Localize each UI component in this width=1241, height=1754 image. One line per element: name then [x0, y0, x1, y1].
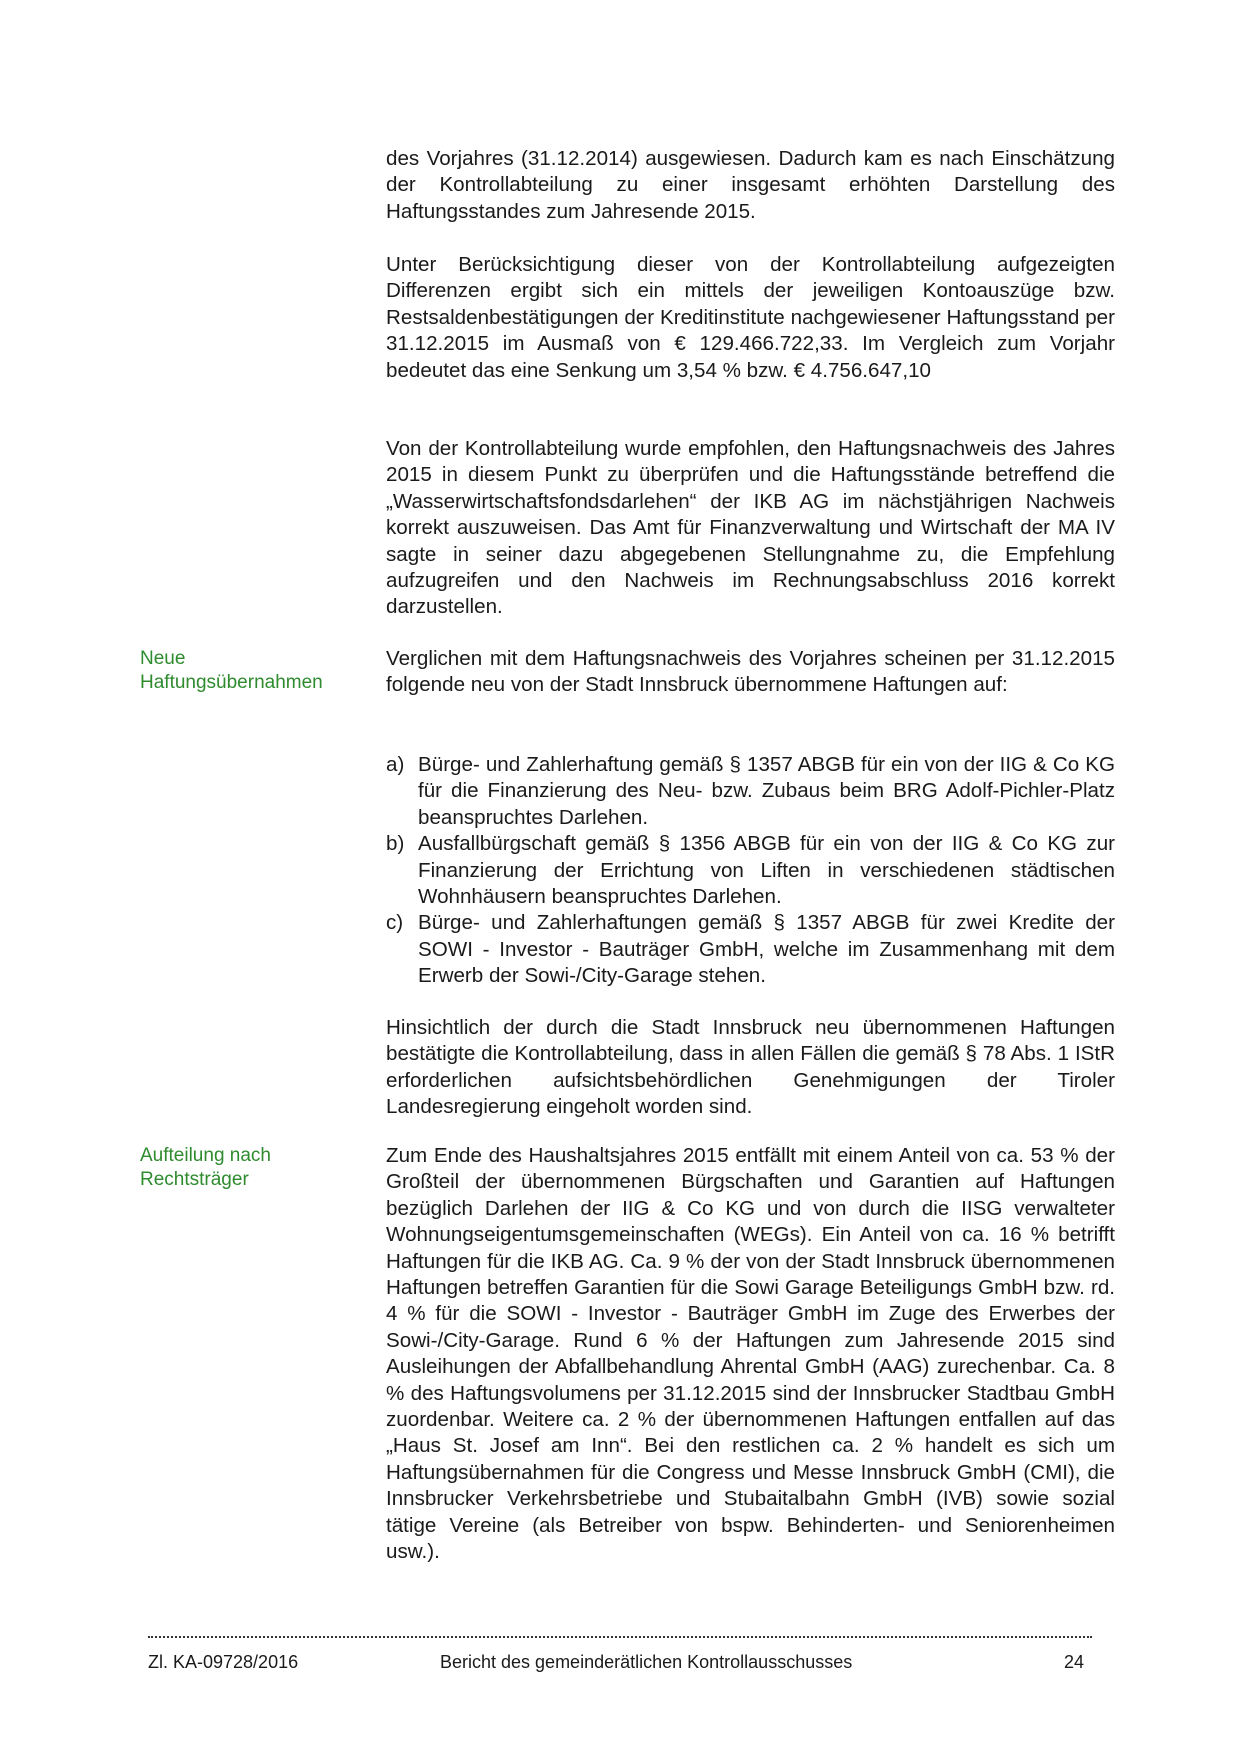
side-label-line: Rechtsträger [140, 1169, 249, 1190]
paragraph-approvals [386, 1015, 1115, 1121]
list-marker: c) [386, 911, 404, 935]
side-label-line: Neue [140, 648, 186, 669]
footer-title: Bericht des gemeinderätlichen Kontrollausschusses [440, 1652, 853, 1672]
paragraph-differences [386, 252, 1115, 384]
footer-divider [148, 1636, 1092, 1638]
liabilities-list [386, 752, 1115, 990]
list-item-text: Ausfallbürgschaft gemäß § 1356 ABGB für ein von der IIG & Co KG zur Finanzierung der Errichtung von Liften in verschiedenen städtischen Wohnhäusern beanspruchtes Darlehen. [418, 832, 1115, 909]
list-item [386, 910, 1115, 989]
paragraph-text: Zum Ende des Haushaltsjahres 2015 entfällt mit einem Anteil von ca. 53 % der Großteil der übernommenen Bürgschaften und Garantien auf Haftungen bezüglich Darlehen der IIG & Co KG und von durch die IISG verwalteter Wohnungseigentumsgemeinschaften (WEGs). Ein Anteil von ca. 16 % betrifft Haftungen für die IKB AG. Ca. 9 % der von der Stadt Innsbruck übernommenen Haftungen betreffen Garantien für die Sowi Garage Beteiligungs GmbH bzw. rd. 4 % für die SOWI - Investor - Bauträger GmbH im Zuge des Erwerbes der Sowi-/City-Garage. Rund 6 % der Haftungen zum Jahresende 2015 sind Ausleihungen der Abfallbehandlung Ahrental GmbH (AAG) zurechenbar. Ca. 8 % des Haftungsvolumens per 31.12.2015 sind der Innsbrucker Stadtbau GmbH zuordenbar. Weitere ca. 2 % der übernommenen Haftungen entfallen auf das „Haus St. Josef am Inn“. Bei den restlichen ca. 2 % handelt es sich um Haftungsübernahmen für die Congress und Messe Innsbruck GmbH (CMI), die Innsbrucker Verkehrsbetriebe und Stubaitalbahn GmbH (IVB) sowie sozial tätige Vereine (als Betreiber von bspw. Behinderten- und Seniorenheimen usw.). [386, 1144, 1115, 1564]
footer-page-number: 24 [1064, 1652, 1085, 1672]
liabilities-list-items [386, 752, 1115, 990]
side-label-distribution [140, 1144, 380, 1192]
footer-reference: Zl. KA-09728/2016 [148, 1652, 299, 1672]
list-item [386, 831, 1115, 910]
paragraph-new-liabilities [386, 646, 1115, 699]
paragraph-text: Verglichen mit dem Haftungsnachweis des Vorjahres scheinen per 31.12.2015 folgende neu von der Stadt Innsbruck übernommene Haftungen auf: [386, 647, 1115, 697]
side-label-line: Aufteilung nach [140, 1145, 271, 1166]
list-item-text: Bürge- und Zahlerhaftung gemäß § 1357 ABGB für ein von der IIG & Co KG für die Finanzierung des Neu- bzw. Zubaus beim BRG Adolf-Pichler-Platz beanspruchtes Darlehen. [418, 753, 1115, 829]
paragraph-recommendation [386, 436, 1115, 621]
paragraph-distribution [386, 1143, 1115, 1566]
list-item-text: Bürge- und Zahlerhaftungen gemäß § 1357 ABGB für zwei Kredite der SOWI - Investor - Bauträger GmbH, welche im Zusammenhang mit dem Erwerb der Sowi-/City-Garage stehen. [418, 911, 1115, 988]
side-label-new-liabilities [140, 647, 380, 695]
paragraph-previous-year [386, 146, 1115, 225]
list-item [386, 752, 1115, 831]
paragraph-text: Unter Berücksichtigung dieser von der Kontrollabteilung aufgezeigten Differenzen ergibt sich ein mittels der jeweiligen Kontoauszüge bzw. Restsaldenbestätigungen der Kreditinstitute nachgewiesener Haftungsstand per 31.12.2015 im Ausmaß von € 129.466.722,33. Im Vergleich zum Vorjahr bedeutet das eine Senkung um 3,54 % bzw. € 4.756.647,10 [386, 253, 1115, 382]
paragraph-text: Von der Kontrollabteilung wurde empfohlen, den Haftungsnachweis des Jahres 2015 in diesem Punkt zu überprüfen und die Haftungsstände betreffend die „Wasserwirtschaftsfondsdarlehen“ der IKB AG im nächstjährigen Nachweis korrekt auszuweisen. Das Amt für Finanzverwaltung und Wirtschaft der MA IV sagte in seiner dazu abgegebenen Stellungnahme zu, die Empfehlung aufzugreifen und den Nachweis im Rechnungsabschluss 2016 korrekt darzustellen. [386, 437, 1115, 619]
list-marker: b) [386, 832, 405, 856]
list-marker: a) [386, 753, 405, 776]
side-label-line: Haftungsübernahmen [140, 672, 323, 693]
paragraph-text: des Vorjahres (31.12.2014) ausgewiesen. Dadurch kam es nach Einschätzung der Kontrollabteilung zu einer insgesamt erhöhten Darstellung des Haftungsstandes zum Jahresende 2015. [386, 147, 1115, 223]
paragraph-text: Hinsichtlich der durch die Stadt Innsbruck neu übernommenen Haftungen bestätigte die Kontrollabteilung, dass in allen Fällen die gemäß § 78 Abs. 1 IStR erforderlichen aufsichtsbehördlichen Genehmigungen der Tiroler Landesregierung eingeholt worden sind. [386, 1016, 1115, 1119]
